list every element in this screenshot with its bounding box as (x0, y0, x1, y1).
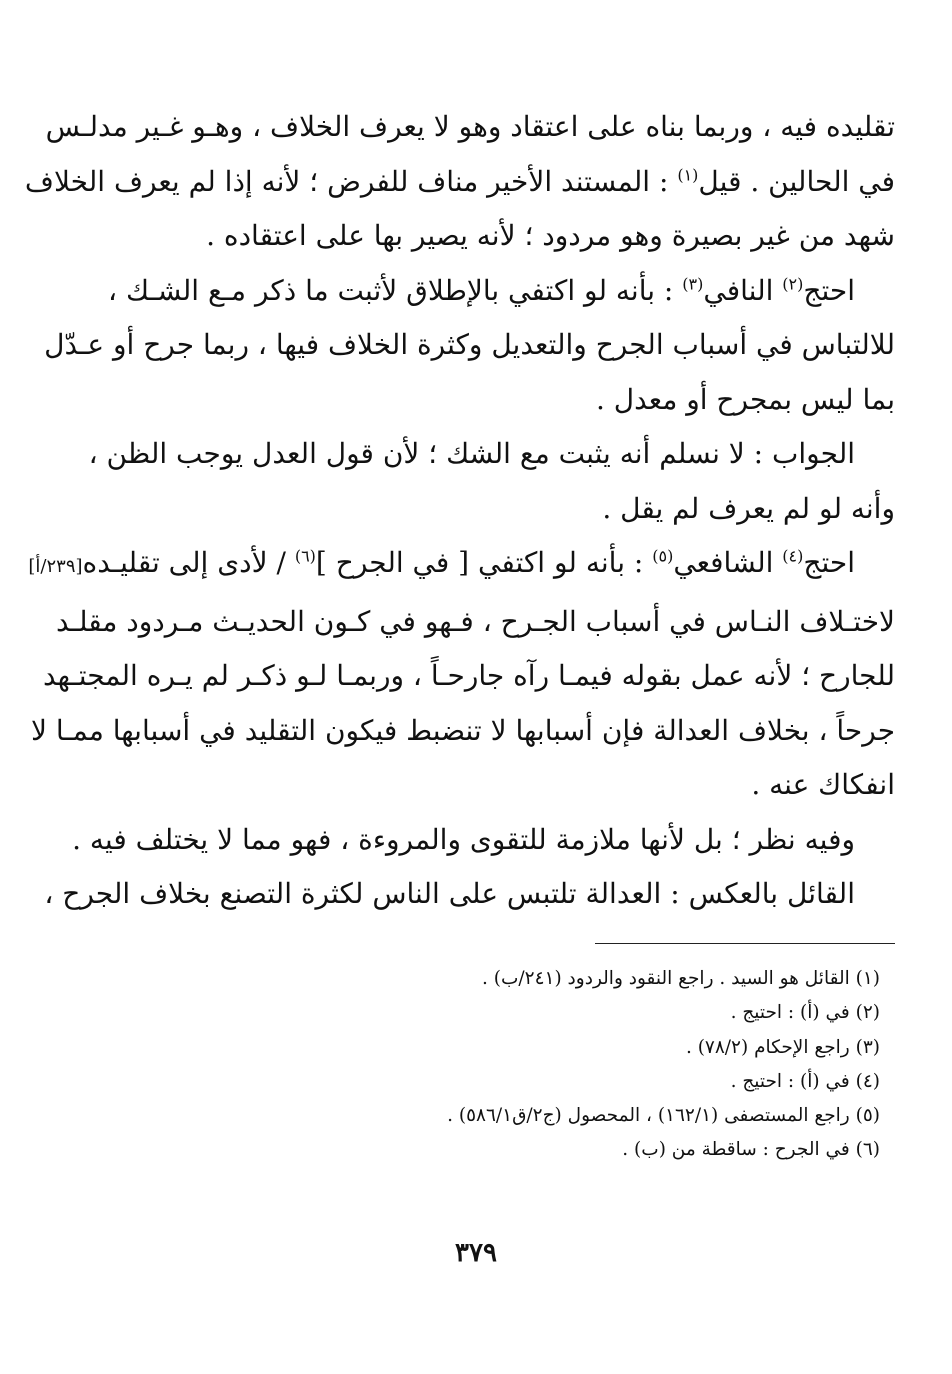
manuscript-folio-ref: [٢٣٩/أ] (28, 556, 83, 577)
text-line-11: للجارح ؛ لأنه عمل بقوله فيمـا رآه جارحـاً ، وربمـا لـو ذكـر لم يـره المجتـهد (42, 659, 895, 692)
main-text (24, 100, 895, 922)
footnote-marker: (٣) (682, 274, 704, 294)
text-segment: النافي (703, 273, 783, 307)
footnotes (140, 962, 880, 1168)
text-segment: : بأنه لو اكتفي [ في الجرح ] (315, 546, 653, 579)
footnote-marker: (٢) (782, 274, 804, 294)
text-line-12: جرحاً ، بخلاف العدالة فإن أسبابها لا تنضبط فيكون التقليد في أسبابها ممـا لا (31, 713, 895, 747)
text-segment: احتج (803, 273, 855, 307)
footnote-6: (٦) في الجرح : ساقطة من (ب) . (622, 1139, 880, 1161)
text-segment: : بأنه لو اكتفي بالإطلاق لأثبت ما ذكر مـع الشـك ، (108, 273, 683, 307)
footnote-1: (١) القائل هو السيد . راجع النقود والردود (٢٤١/ب) . (482, 968, 880, 989)
footnote-marker: (٥) (652, 546, 674, 566)
text-segment: احتج (803, 546, 855, 579)
footnote-5: (٥) راجع المستصفى (١٦٢/١) ، المحصول (ج٢/ق٥٨٦/١) . (447, 1105, 880, 1127)
text-line-9 (28, 536, 895, 595)
footnote-2: (٢) في (أ) : احتيج . (730, 1002, 880, 1024)
text-line-7: الجواب : لا نسلم أنه يثبت مع الشك ؛ لأن قول العدل يوجب الظن ، (88, 437, 855, 470)
footnote-separator (595, 943, 895, 944)
text-line-1: تقليده فيه ، وربما بناه على اعتقاد وهو لا يعرف الخلاف ، وهـو غـير مدلـس (45, 110, 895, 143)
text-line-15: القائل بالعكس : العدالة تلتبس على الناس لكثرة التصنع بخلاف الجرح ، (44, 877, 855, 910)
text-line-3: شهد من غير بصيرة وهو مردود ؛ لأنه يصير بها على اعتقاده . (206, 219, 895, 252)
text-segment: في الحالين . قيل (698, 164, 895, 198)
text-line-4 (108, 264, 895, 319)
text-segment: / لأدى إلى تقليـده (82, 546, 295, 579)
text-segment: الشافعي (673, 546, 783, 579)
footnote-marker: (٤) (782, 546, 804, 566)
text-line-14: وفيه نظر ؛ بل لأنها ملازمة للتقوى والمروءة ، فهو مما لا يختلف فيه . (72, 822, 855, 856)
footnote-marker: (٦) (294, 546, 316, 566)
text-line-5: للالتباس في أسباب الجرح والتعديل وكثرة الخلاف فيها ، ربما جرح أو عـدّل (44, 328, 895, 361)
footnote-marker: (١) (677, 165, 699, 185)
footnote-3: (٣) راجع الإحكام (٧٨/٢) . (685, 1036, 880, 1058)
text-line-10: لاختـلاف النـاس في أسباب الجـرح ، فـهو في كـون الحديـث مـردود مقلـد (56, 604, 895, 638)
footnote-4: (٤) في (أ) : احتيج . (730, 1070, 880, 1092)
page-number: ٣٧٩ (455, 1238, 497, 1268)
text-line-2 (24, 155, 895, 210)
text-segment: : المستند الأخير مناف للفرض ؛ لأنه إذا لم يعرف الخلاف (24, 164, 678, 198)
text-line-13: انفكاك عنه . (751, 768, 895, 801)
text-line-8: وأنه لو لم يعرف لم يقل . (602, 491, 895, 525)
text-line-6: بما ليس بمجرح أو معدل . (595, 382, 895, 416)
